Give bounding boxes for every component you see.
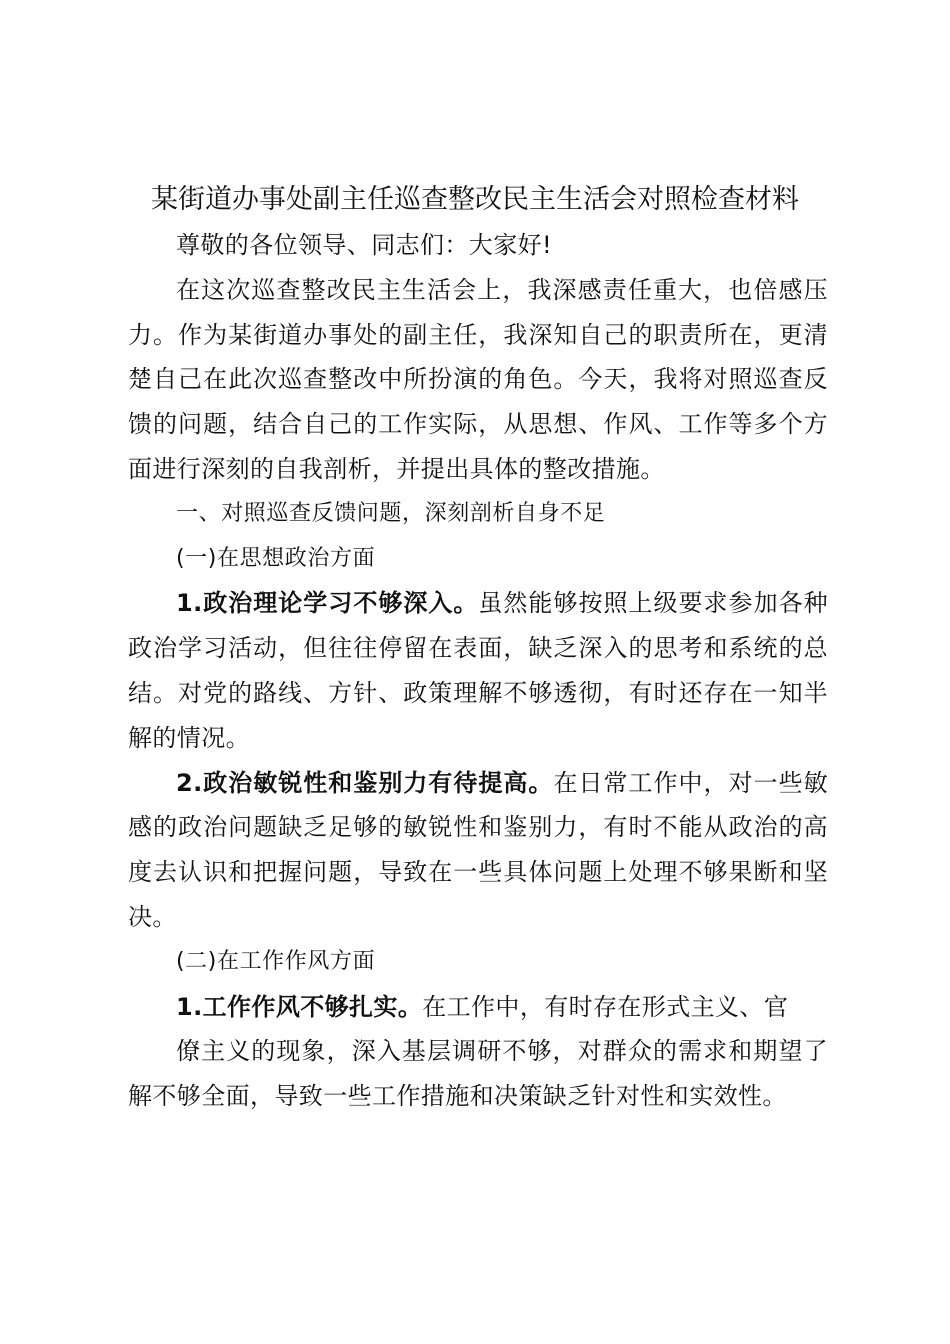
item-text-2: 在日常工作中，对一些敏感的政治问题缺乏足够的敏锐性和鉴别力，有时不能从政治的高度去认识和把握问题，导致在一些具体问题上处理不够果断和坚决。: [128, 768, 829, 931]
subsection-heading-2: (二)在工作作风方面: [176, 948, 376, 974]
document-title: 某街道办事处副主任巡查整改民主生活会对照检查材料: [151, 184, 799, 215]
item-lead-2: 2.政治敏锐性和鉴别力有待提高。: [176, 768, 554, 797]
intro-paragraph: 在这次巡查整改民主生活会上，我深感责任重大，也倍感压力。作为某街道办事处的副主任，我深知自己的职责所在，更清楚自己在此次巡查整改中所扮演的角色。今天，我将对照巡查反馈的问题，结合自己的工作实际，从思想、作风、工作等多个方面进行深刻的自我剖析，并提出具体的整改措施。: [128, 275, 828, 483]
item-lead-3: 1.工作作风不够扎实。: [176, 992, 423, 1021]
item-paragraph-2: [128, 761, 828, 940]
item-paragraph-1: [128, 581, 828, 760]
section-heading-1: 一、对照巡查反馈问题，深刻剖析自身不足: [176, 500, 606, 526]
item-paragraph-3: [128, 985, 828, 1030]
salutation: 尊敬的各位领导、同志们：大家好!: [176, 231, 553, 259]
item-text-1: 虽然能够按照上级要求参加各种政治学习活动，但往往停留在表面，缺乏深入的思考和系统的总结。对党的路线、方针、政策理解不够透彻，有时还存在一知半解的情况。: [128, 589, 829, 752]
item-lead-1: 1.政治理论学习不够深入。: [176, 589, 479, 618]
subsection-heading-1: (一)在思想政治方面: [176, 545, 376, 571]
item-paragraph-3-continued: 僚主义的现象，深入基层调研不够，对群众的需求和期望了解不够全面，导致一些工作措施和决策缺乏针对性和实效性。: [128, 1037, 828, 1111]
item-text-3a: 在工作中，有时存在形式主义、官: [422, 992, 789, 1021]
document-body: [128, 223, 828, 1119]
